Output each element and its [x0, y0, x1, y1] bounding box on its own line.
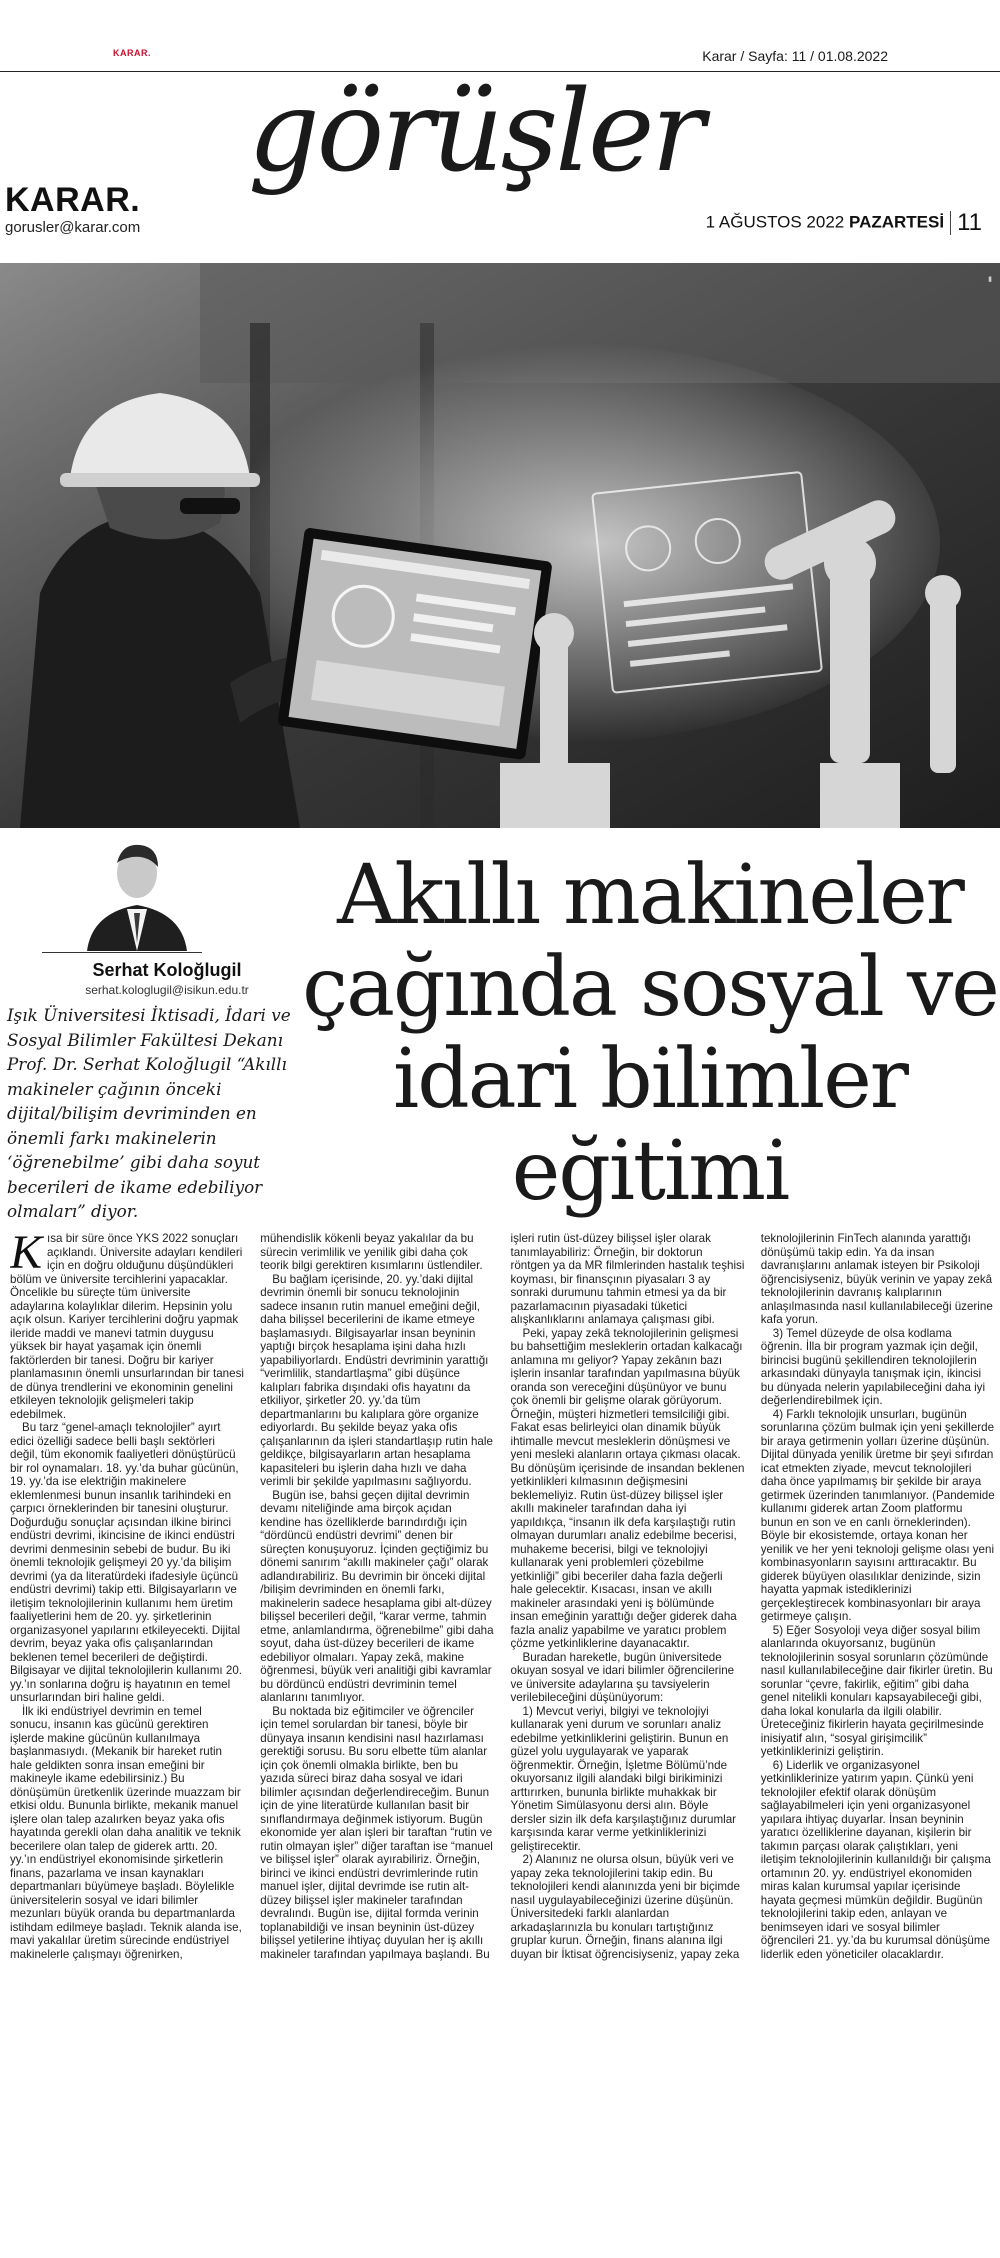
body-paragraph: Bugün ise, bahsi geçen dijital devrimin devamı niteliğinde ama birçok açıdan kendine has özelliklerde barındırdığı için “dördüncü endüstri devrimi” denen bir süreçten konuşuyoruz. İçinden geçtiğimiz bu dönemi sanırım “akıllı makineler çağı” olarak adlandırabiliriz. Bu devrimin bir önceki dijital /bilişim devriminden en önemli farkı, makinelerin sadece hesaplama gibi alt-düzey bilişsel becerileri değil, “karar verme, tahmin etme, anlamlandırma, öğrenebilme” gibi daha soyut, daha üst-düzey becerileri de ikame edebiliyor olmaları. Yapay zekâ, makine öğrenmesi, büyük veri analitiği gibi kavramlar bu dördüncü endüstri devriminin temel alanlarını tanımlıyor. — [260, 1488, 494, 1704]
issue-date: 1 AĞUSTOS 2022 — [705, 212, 845, 232]
body-paragraph: Bu bağlam içerisinde, 20. yy.’daki dijital devrimin önemli bir sonucu teknolojinin sadece insanın rutin manuel emeğini değil, daha bilişsel becerilerini de ikame etmeye başlamasıydı. Bilgisayarlar insan beyninin yaptığı birçok hesaplama işini daha hızlı yapabiliyorlardı. Endüstri devriminin yarattığı “verimlilik, standartlaşma” gibi düşünce kalıpları fabrika dışındaki ofis hayatını da etkiliyor, şirketler 20. yy.’da tüm departmanlarını bu kalıplara göre organize ediyorlardı. Bu şekilde beyaz yaka ofis çalışanlarının da işleri standartlaşıp rutin hale geldikçe, bilgisayarların artan hesaplama kapasiteleri bu işlerin daha hızlı ve daha verimli bir şekilde yapılmasını sağlıyordu. — [260, 1272, 493, 1488]
body-paragraph: 4) Farklı teknolojik unsurları, bugünün sorunlarına çözüm bulmak için yeni şekillerde bir araya getirmenin yolları üzerine düşünün. Dijital dünyada yenilik üretme bir şeyi sıfırdan icat etmekten ziyade, mevcut teknolojileri daha önce yapılmamış bir şekilde bir araya getirmek üzerinden tanımlanıyor. (Pandemide kullanımı giderek artan Zoom platformu bunun en son ve en canlı örneklerinden). Böyle bir ekosistemde, ortaya konan her yenilik ve her yeni teknoloji gelişme olası yeni kombinasyonların sayısını arttıracaktır. Bu giderek büyüyen olasılıklar denizinde, sizin hayatta yapmak istediklerinizi gerçekleştirecek kombinasyonları bir araya getirmeye çalışın. — [760, 1407, 995, 1623]
publication-mini-logo: KARAR. — [113, 48, 151, 58]
page-number: 11 — [957, 209, 982, 236]
page-info: Karar / Sayfa: 11 / 01.08.2022 — [702, 48, 888, 64]
body-paragraph: İlk iki endüstriyel devrimin en temel sonucu, insanın kas gücünü gerektiren işlerde makine gücünün kullanılmaya başlanmasıydı. (Mekanik bir hareket rutin hale geldikten sonra insan emeğini bir makineyle ikame edebilirsiniz.) Bu dönüşümün üretkenlik üzerinde muazzam bir etkisi oldu. Bununla birlikte, mekanik manuel işlere olan talep azalırken beyaz yaka ofis hayatında gerekli olan daha analitik ve teknik becerilere olan talep de giderek arttı. 20. yy.’ın endüstriyel ekonomisinde şirketlerin finans, pazarlama ve insan kaynakları departmanları büyümeye başladı. Böylelikle üniversitelerin sosyal ve idari bilimler mezunları büyük oranda bu departmanlarda istihdam edilmeye başladı. Teknik alanda ise, mavi yakalılar üretim sürecinde endüstriyel makinelerle çalışmayı öğrenirken, mühendislik kökenli beyaz yakalılar da bu sürecin verimlilik ve yenilik gibi daha çok teorik bilgi gerektiren kısımlarını üstlendiler. — [10, 1232, 483, 1961]
author-email: serhat.kologlugil@isikun.edu.tr — [85, 983, 249, 997]
body-paragraph: 2) Alanınız ne olursa olsun, büyük veri ve yapay zeka teknolojilerini takip edin. Bu teknolojileri kendi alanınızda yeni bir biçimde nasıl uygulayabileceğinizi üzerine düşünün. Üniversitedeki farklı alanlardan arkadaşlarınızla bu konuları tartıştığınız gruplar kurun. Örneğin, finans alanına ilgi duyan bir İktisat öğrencisiyseniz, yapay zeka teknolojilerinin FinTech alanında yarattığı dönüşümü takip edin. Ya da insan davranışlarını anlamak isteyen bir Psikoloji öğrencisiyseniz, büyük verinin ve yapay zekâ teknolojilerinin davranış kalıplarının anlaşılmasında nasıl kullanılabileceği üzerine kafa yorun. — [510, 1232, 993, 1961]
body-paragraph: Kısa bir süre önce YKS 2022 sonuçları açıklandı. Üniversite adayları kendileri için en doğru olduğunu düşündükleri bölüm ve üniversite tercihlerini yapacaklar. Öncelikle bu süreçte tüm üniversite adaylarına kolaylıklar dilerim. Hepsinin yolu açık olsun. Kariyer tercihlerini doğru yapmak ileride maddi ve manevi tatmin duygusu yüksek bir hayat yaşamak için önemli faktörlerden bir tanesi. Doğru bir kariyer planlamasının önemli unsurlarından bir tanesi de dünya trendlerini ve ekonominin genelini etkileyen teknolojik gelişmeleri takip edebilmek. — [10, 1232, 244, 1421]
section-email: gorusler@karar.com — [5, 219, 141, 236]
section-title: görüşler — [248, 67, 702, 197]
brand-logo: KARAR. — [5, 181, 141, 219]
author-name: Serhat Koloğlugil — [92, 960, 242, 980]
author-photo — [82, 833, 192, 951]
date-line — [706, 209, 982, 237]
hero-image — [0, 263, 1000, 828]
factory-robot-illustration — [0, 263, 1000, 828]
body-paragraph: Peki, yapay zekâ teknolojilerinin gelişmesi bu bahsettiğim mesleklerin ortadan kalkacağı anlamına mı geliyor? Yapay zekânın bazı işlerin insanlar tarafından yapılmasına büyük oranda son vereceğini düşünüyor ve bunu çok önemli bir gelişme olarak görüyorum. Örneğin, müşteri hizmetleri temsilciliği gibi. Fakat esas belirleyici olan dinamik büyük ihtimalle mevcut mesleklerin dönüşmesi ve yeni mesleki alanların ortaya çıkması olacak. Bu dönüşüm içerisinde de insandan beklenen yetkinlikleri kılmasının değişmesini beklemeliyiz. Rutin üst-düzey bilişsel işler akıllı makineler tarafından daha iyi yapıldıkça, “insanın ilk defa karşılaştığı rutin olmayan durumları analiz edebilme becerisi, muhakeme becerisi, bilgi ve teknolojiyi kullanarak yeni problemleri çözebilme yetkinliği” gibi beceriler daha fazla değerli hale gelecektir. Kısacası, insan ve akıllı makineler arasındaki yeni iş bölümünde insan emeğinin yarattığı değer giderek daha fazla analiz yapabilme ve yaratıcı problem çözme yetkinliklerine dayanacaktır. — [510, 1326, 745, 1650]
body-paragraph: 1) Mevcut veriyi, bilgiyi ve teknolojiyi kullanarak yeni durum ve sorunları analiz edebilme yetkinliklerini geliştirin. Bunun en güzel yolu uygulayarak ve yaparak öğrenmektir. Örneğin, İşletme Bölümü’nde okuyorsanız ilgili alandaki bilgi birikiminizi arttırırken, bununla birlikte muhakkak bir Yönetim Simülasyonu dersi alın. Böyle dersler sizin ilk defa karşılaştığınız durumlar karşısında karar verme yetkinliklerinizi geliştirecektir. — [510, 1704, 737, 1853]
body-paragraph: Bu noktada biz eğitimciler ve öğrenciler için temel sorulardan bir tanesi, böyle bir dünyaya insanın kendisini nasıl hazırlaması gerektiği sorusu. Bu soru elbette tüm alanlar için çok önemli olmakla birlikte, ben bu yazıda süreci biraz daha sosyal ve idari bilimler açısından değerlendireceğim. Bunun için de yine literatürde kullanılan basit bir sınıflandırmaya değinmek istiyorum. Bugün ekonomide yer alan işleri bir taraftan “rutin ve rutin olmayan işler” diğer taraftan ise “manuel ve bilişsel işler” olarak ayırabiliriz. Örneğin, birinci ve ikinci endüstri devrimlerinde rutin manuel işler, dijital devrimde ise rutin alt-düzey bilişsel işler makineler tarafından devralındı. Bugün ise, dijital formda verinin toplanabildiği ve insan beyninin üst-düzey bilişsel yetilerine ihtiyaç duyulan her iş akıllı makineler tarafından yapılmaya başlandı. Bu işleri rutin üst-düzey bilişsel işler olarak tanımlayabiliriz: Örneğin, bir doktorun röntgen ya da MR filmlerinden hastalık teşhisi koyması, bir finansçının piyasaları 3 ay sonraki durumunu tahmin etmesi ya da bir pazarlamacının piyasadaki tüketici alışkanlıklarını anlamaya çalışması gibi. — [260, 1232, 745, 1961]
date-separator — [950, 211, 951, 235]
body-paragraph: 5) Eğer Sosyoloji veya diğer sosyal bilim alanlarında okuyorsanız, bugünün teknolojilerinin sosyal sorunların çözümünde nasıl kullanılabileceğine dair fikirler üretin. Bu sorunlar “çevre, fakirlik, eğitim” gibi daha genel nitelikli konuları kapsayabileceği gibi, daha lokal konularla da ilgili olabilir. Üreteceğiniz fikirlerin hayata geçirilmesinde inisiyatif alın, “sosyal girişimcilik” yetkinliklerinizi geliştirin. — [760, 1623, 993, 1758]
body-paragraph: Bu tarz “genel-amaçlı teknolojiler” ayırt edici özelliği sadece belli başlı sektörleri değil, tüm ekonomik faaliyetleri dönüştürücü bir rol oynamaları. 18. yy.’da buhar gücünün, 19. yy.’da ise elektriğin makinelere eklemlenmesi bunun insanlık tarihindeki en çarpıcı örneklerinden bir tanesini oluşturur. Doğurduğu sonuçlar açısından ilkine birinci endüstri devrimi, ikincisine de ikinci endüstri devrimi denmesinin sebebi de budur. Bu iki önemli teknolojik gelişmeyi 20 yy.’da bilişim devrimi (ya da literatürdeki ifadesiyle üçüncü endüstri devrimi) takip etti. Bilgisayarların ve iletişim teknolojilerinin kullanımı hem üretim faaliyetlerini hem de 20. yy. şirketlerinin organizasyonel yapılarını etkileyecekti. Dijital devrim, beyaz yaka ofis çalışanlarından beklenen temel becerileri de değiştirdi. Bilgisayar ve dijital teknolojilerin kullanımı 20. yy.’ın sonlarına doğru iş hayatının en temel unsurlarından biri haline geldi. — [10, 1421, 242, 1704]
issue-weekday: PAZARTESİ — [849, 212, 945, 232]
body-paragraph: 3) Temel düzeyde de olsa kodlama öğrenin. İlla bir program yazmak için değil, birincisi bugünü şekillendiren teknolojilerin arkasındaki dünyayla tanışmak için, ikincisi bu dünyada nelerin yapılabileceğini daha iyi değerlendirebilmek için. — [760, 1326, 986, 1407]
photo-credit: ▮ — [986, 275, 993, 283]
author-portrait — [82, 833, 192, 951]
article-spot: Işık Üniversitesi İktisadi, İdari ve Sosyal Bilimler Fakültesi Dekanı Prof. Dr. Serhat Koloğlugil “Akıllı makineler çağının önceki dijital/bilişim devriminden en önemli farkı makinelerin ‘öğrenebilme’ gibi daha soyut becerileri de ikame edebiliyor olmaları” diyor. — [7, 1005, 291, 1221]
drop-cap: K — [10, 1232, 43, 1279]
author-divider — [42, 952, 202, 953]
body-paragraph: Buradan hareketle, bugün üniversitede okuyan sosyal ve idari bilimler öğrencilerine ve üniversite adaylarına şu tavsiyelerin verilebileceğini düşünüyorum: — [510, 1650, 735, 1704]
body-paragraph: 6) Liderlik ve organizasyonel yetkinliklerinize yatırım yapın. Çünkü yeni teknolojiler efektif olarak dönüşüm sağlayabilmeleri için yeni organizasyonel yapılara ihtiyaç duyarlar. İnsan beyninin yaratıcı özelliklerine dayanan, kişilerin bir takımın parçası olarak çalıştıkları, yeni iletişim teknolojilerinin kullanıldığı bir çalışma ortamının 20. yy. endüstriyel ekonomiden miras kalan kurumsal yapılar içerisinde hayata geçmesi mümkün değildir. Bugünün teknolojilerini takip eden, anlayan ve benimseyen idari ve sosyal bilimler öğrencileri 21. yy.’da bu kurumsal dönüşüme liderlik eden yöneticiler olacaklardır. — [760, 1758, 991, 1961]
article-body — [10, 1232, 995, 2254]
article-headline: Akıllı makineler çağında sosyal ve idari bilimler eğitimi — [302, 848, 998, 1219]
